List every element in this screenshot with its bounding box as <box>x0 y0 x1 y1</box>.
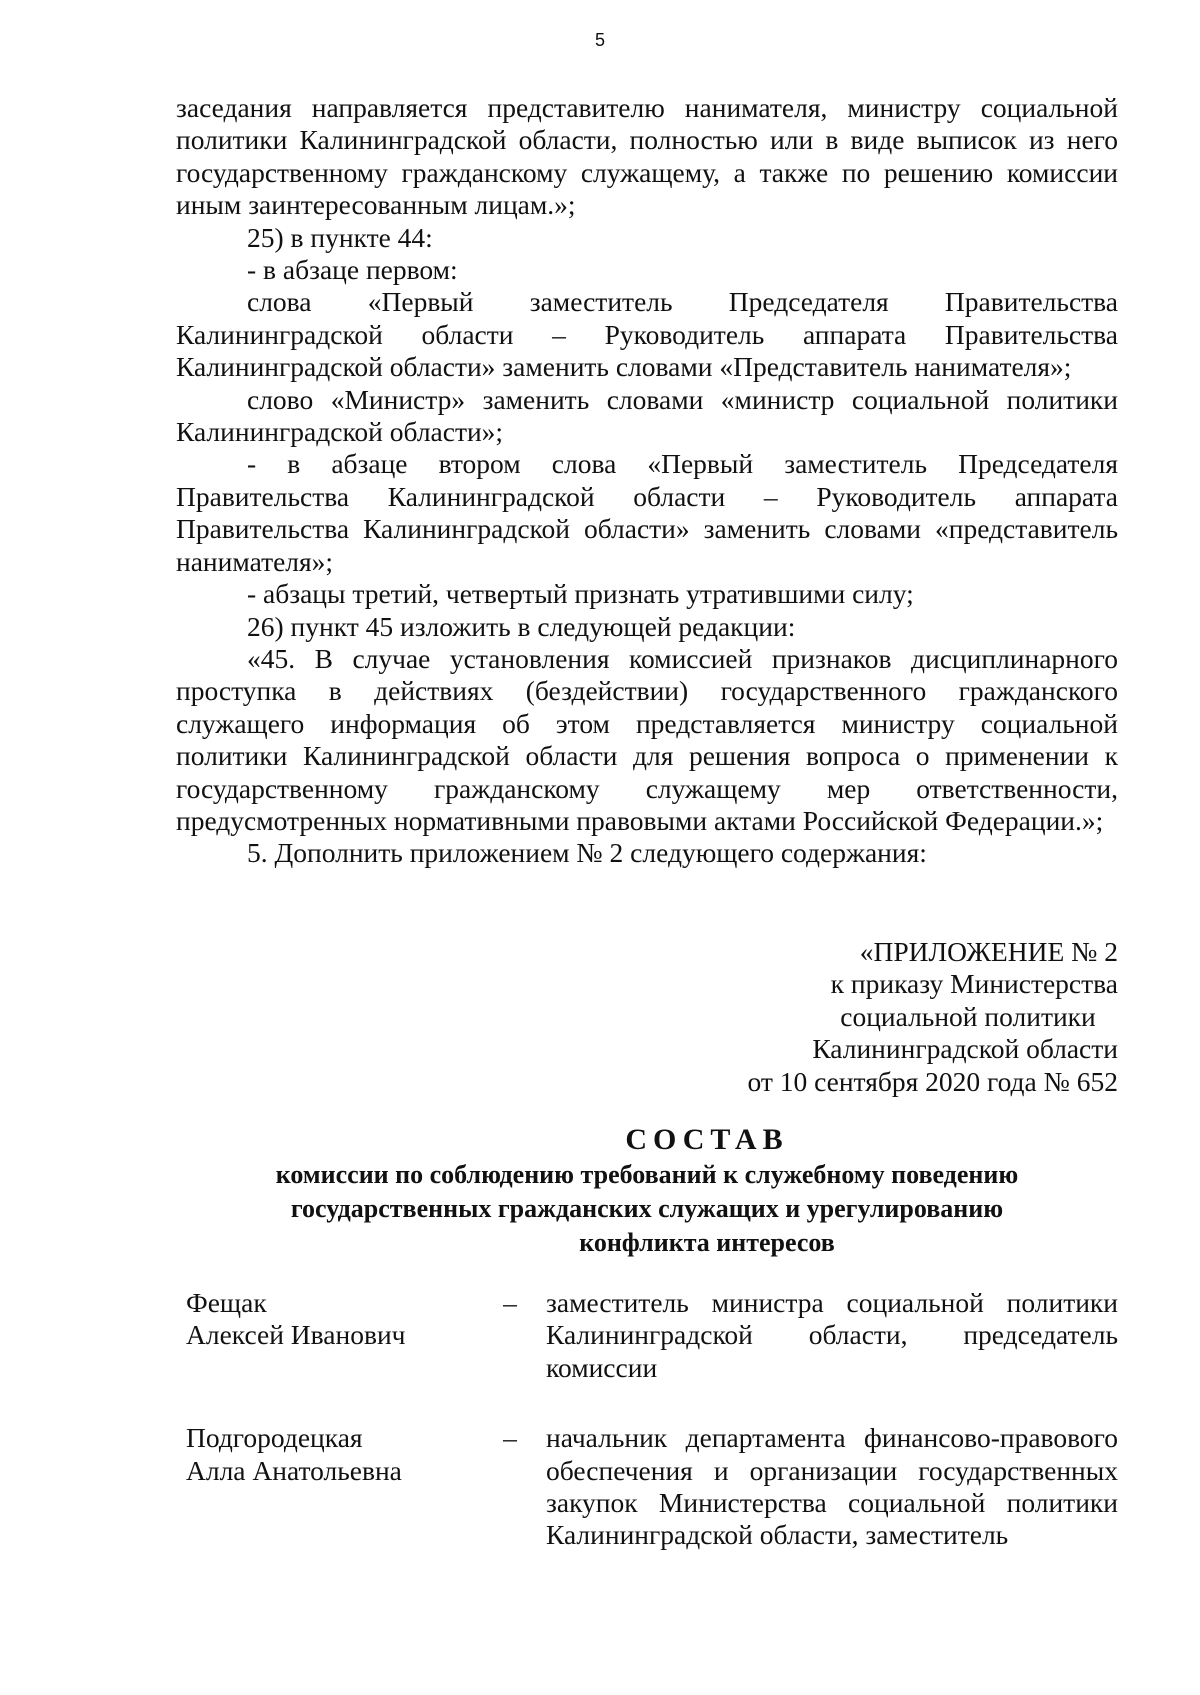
paragraph-item-25: 25) в пункте 44: <box>247 221 433 253</box>
composition-subtitle-3: конфликта интересов <box>579 1228 835 1257</box>
member-name <box>186 1422 474 1552</box>
composition-subtitle-2: государственных гражданских служащих и урегулированию <box>290 1194 1004 1223</box>
member-row <box>186 1287 1118 1384</box>
appendix-line-order: к приказу Министерства <box>830 968 1118 1000</box>
member-surname: Подгородецкая <box>186 1422 363 1454</box>
member-surname: Фещак <box>186 1287 267 1318</box>
member-row <box>186 1422 1118 1552</box>
composition-heading: СОСТАВ <box>625 1123 789 1156</box>
appendix-line-region: Калининградской области <box>812 1033 1118 1065</box>
member-dash: – <box>503 1287 517 1318</box>
paragraph-point-5: 5. Дополнить приложением № 2 следующего содержания: <box>247 837 927 869</box>
member-role: заместитель министра социальной политики Калининградской области, председатель комиссии <box>546 1287 1118 1383</box>
paragraph-second-abzac: - в абзаце втором слова «Первый заместитель Председателя Правительства Калининградской области – Руководитель аппарата Правительства Калининградской области» заменить словами «представитель нанимателя»; <box>176 448 1118 577</box>
member-given-names: Алла Анатольевна <box>186 1454 402 1486</box>
member-name <box>186 1287 474 1384</box>
member-given-names: Алексей Иванович <box>186 1319 406 1351</box>
paragraph-item-45-text: «45. В случае установления комиссией признаков дисциплинарного проступка в действиях (бездействии) государственного гражданского служащего информация об этом представляется министру социальной политики Калининградской области для решения вопроса о применении к государственному гражданскому служащему мер ответственности, предусмотренных нормативными правовыми актами Российской Федерации.»; <box>176 642 1118 836</box>
members-list <box>186 1287 1118 1590</box>
document-body <box>176 92 1118 870</box>
member-role: начальник департамента финансово-правового обеспечения и организации государственных закупок Министерства социальной политики Калининградской области, заместитель <box>546 1422 1118 1551</box>
appendix-header <box>698 936 1118 1098</box>
paragraph-item-26: 26) пункт 45 изложить в следующей редакции: <box>247 610 796 642</box>
composition-subtitle-1: комиссии по соблюдению требований к служебному поведению <box>275 1160 1019 1189</box>
appendix-title: «ПРИЛОЖЕНИЕ № 2 <box>859 936 1118 967</box>
paragraph-repeal: - абзацы третий, четвертый признать утратившими силу; <box>247 578 914 610</box>
composition-title <box>176 1122 1118 1260</box>
appendix-line-date: от 10 сентября 2020 года № 652 <box>747 1065 1118 1097</box>
paragraph-continuation: заседания направляется представителю нанимателя, министру социальной политики Калининградской области, полностью или в виде выписок из него государственному гражданскому служащему, а также по решению комиссии иным заинтересованным лицам.»; <box>176 92 1118 221</box>
paragraph-replace-minister: слово «Министр» заменить словами «министр социальной политики Калининградской области»; <box>176 383 1118 448</box>
member-dash: – <box>503 1422 517 1454</box>
paragraph-first-abzac: - в абзаце первом: <box>247 254 458 286</box>
paragraph-replace-words: слова «Первый заместитель Председателя Правительства Калининградской области – Руководитель аппарата Правительства Калининградской области» заменить словами «Представитель нанимателя»; <box>176 286 1118 383</box>
page-number: 5 <box>594 30 605 50</box>
appendix-line-ministry: социальной политики <box>840 1000 1096 1032</box>
